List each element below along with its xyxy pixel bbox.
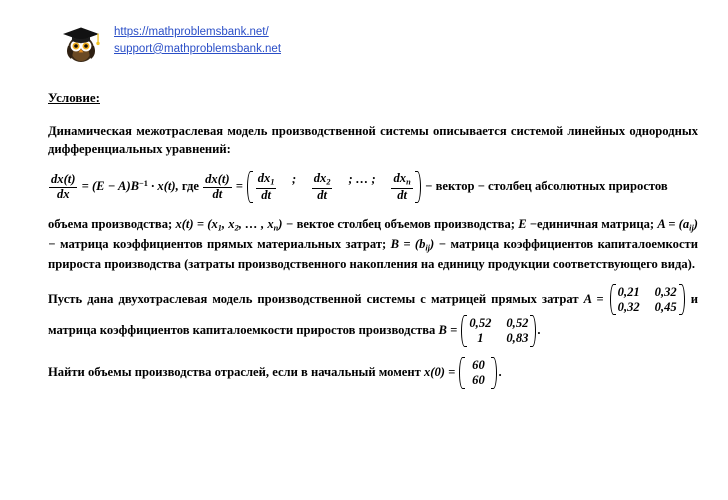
x-mid-1: , x: [221, 217, 235, 232]
x-sub-1: 1: [217, 223, 222, 233]
support-email-link[interactable]: support@mathproblemsbank.net: [114, 42, 282, 55]
x0-vector: [459, 357, 497, 389]
B-end: ) −: [430, 236, 447, 251]
B-definition: B = (b: [390, 236, 426, 251]
x-sub-2: 2: [234, 223, 239, 233]
problem-mid-text: и матрица коэффициентов капиталоемкости приростов производства: [48, 291, 699, 338]
equation-rhs: (E − A)B: [91, 179, 140, 194]
def-part-5: матрица коэффициентов капиталоемкости прироста производства (затраты производственного накопления на единицу продукции соответствующего вида).: [48, 236, 698, 271]
graduation-owl-logo: [58, 20, 104, 66]
question-period: .: [498, 364, 502, 379]
main-equation: [48, 171, 698, 203]
matrix-A-cell-0-1: 0,32: [654, 284, 677, 299]
matrix-B-cell-1-1: 0,83: [506, 331, 529, 346]
matrix-B-cell-1-0: 1: [477, 331, 484, 346]
x-definition: x(t) = (x: [175, 217, 218, 232]
vec-sub-1: 1: [270, 177, 275, 187]
derivative-fraction-right: $\frac{dx(t)}{dt}$: [205, 172, 230, 201]
x0-label: x(0) =: [423, 364, 456, 379]
matrix-A-label: A =: [583, 291, 604, 306]
vec-item-2: dx: [313, 171, 327, 186]
matrix-B-cell-0-0: 0,52: [469, 316, 492, 331]
header-links: [114, 20, 281, 57]
problem-lead: Пусть дана двухотраслевая модель производственной системы с матрицей прямых затрат: [48, 291, 579, 306]
vec-den-2: dt: [312, 188, 333, 203]
equation-rhs-tail: · x(t),: [151, 179, 179, 194]
intro-paragraph: Динамическая межотраслевая модель производственной системы описывается системой линейных однородных дифференциальных уравнений:: [48, 123, 698, 157]
x-mid-2: , … , x: [238, 217, 274, 232]
equals-sign-2: =: [235, 179, 243, 194]
matrix-A-cell-1-0: 0,32: [617, 299, 640, 314]
vec-den-1: dt: [256, 188, 277, 203]
derivative-fraction-left: $\frac{dx(t)}{dx}$: [51, 172, 76, 201]
A-sub-ij: ij: [689, 223, 694, 233]
def-part-1: объема производства;: [48, 217, 173, 232]
vec-item-3: dx: [393, 171, 407, 186]
def-part-2: вектое столбец объемов производства;: [296, 217, 515, 232]
matrix-B-cell-0-1: 0,52: [506, 316, 529, 331]
vec-sub-3: n: [406, 177, 411, 187]
vec-den-3: dt: [391, 188, 412, 203]
question-lead: Найти объемы производства отраслей, если в начальный момент: [48, 364, 421, 379]
x0-cell-1: 60: [472, 372, 485, 387]
x-sub-n: n: [273, 223, 279, 233]
vec-sep-2: ; … ;: [348, 172, 376, 187]
matrix-B: [461, 315, 536, 347]
def-part-3: −единичная матрица;: [529, 217, 655, 232]
A-definition: A = (a: [657, 217, 690, 232]
exponent-minus-one: −1: [139, 179, 148, 189]
definitions-paragraph: [48, 215, 698, 273]
condition-heading: Условие:: [48, 90, 100, 105]
vector-description: − вектор − столбец абсолютных приростов: [425, 179, 668, 194]
vec-item-1: dx: [257, 171, 271, 186]
matrix-B-label: B =: [438, 323, 458, 338]
document-header: [58, 20, 698, 66]
document-body: [48, 88, 698, 389]
question-paragraph: [48, 357, 698, 389]
def-part-4: матрица коэффициентов прямых материальных затрат;: [59, 236, 387, 251]
x-end: ) −: [278, 217, 294, 232]
equals-sign-1: =: [81, 179, 89, 194]
matrix-A-cell-0-0: 0,21: [617, 284, 640, 299]
vec-sep-1: ;: [291, 172, 297, 187]
A-end: ) −: [48, 217, 698, 251]
matrix-A: [610, 284, 685, 316]
where-word: где: [181, 179, 199, 194]
matrix-B-period: .: [537, 323, 541, 338]
derivative-vector: [247, 171, 421, 203]
matrix-A-cell-1-1: 0,45: [654, 299, 677, 314]
B-sub-ij: ij: [425, 243, 430, 253]
vec-sub-2: 2: [326, 177, 331, 187]
site-link[interactable]: https://mathproblemsbank.net/: [114, 26, 269, 38]
x0-cell-0: 60: [472, 358, 485, 373]
problem-statement: [48, 284, 698, 347]
E-symbol: E: [518, 217, 527, 232]
